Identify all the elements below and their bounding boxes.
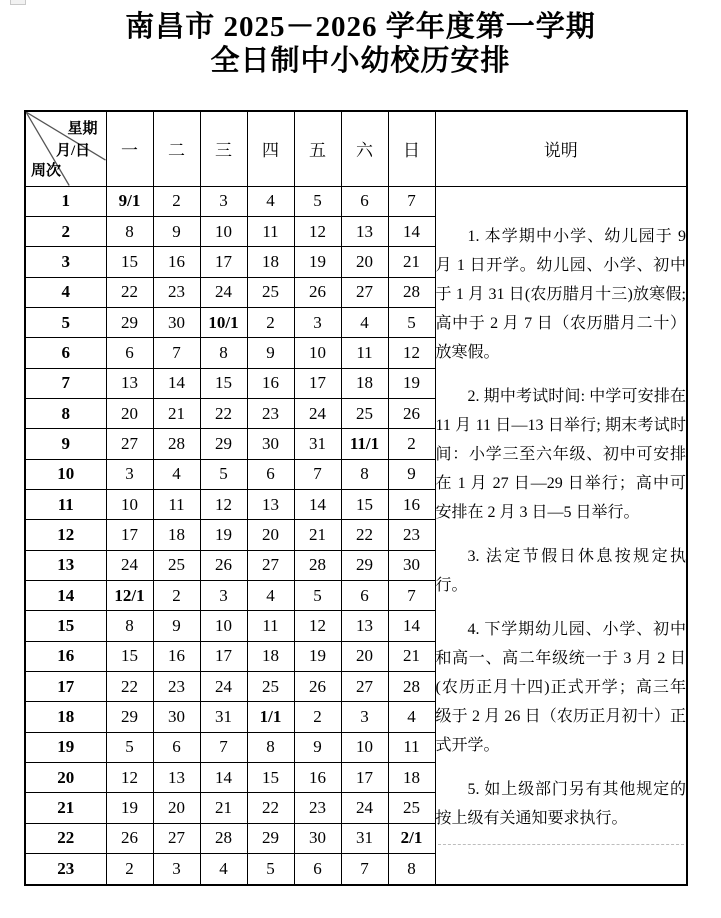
date-cell: 31 [341, 823, 388, 853]
date-cell: 8 [341, 459, 388, 489]
date-cell: 2 [153, 186, 200, 216]
date-cell: 5 [200, 459, 247, 489]
date-cell: 3 [294, 307, 341, 337]
date-cell: 16 [294, 763, 341, 793]
date-cell: 15 [247, 763, 294, 793]
date-cell: 8 [106, 216, 153, 246]
date-cell: 19 [294, 247, 341, 277]
date-cell: 10 [200, 216, 247, 246]
day-header-2: 二 [153, 111, 200, 186]
date-cell: 24 [341, 793, 388, 823]
date-cell: 15 [106, 247, 153, 277]
date-cell: 23 [294, 793, 341, 823]
date-cell: 12 [294, 216, 341, 246]
date-cell: 13 [341, 216, 388, 246]
date-cell: 21 [200, 793, 247, 823]
date-cell: 26 [388, 398, 435, 428]
date-cell: 4 [200, 854, 247, 885]
date-cell: 7 [388, 186, 435, 216]
date-cell: 18 [388, 763, 435, 793]
date-cell: 24 [200, 277, 247, 307]
date-cell: 28 [200, 823, 247, 853]
date-cell: 21 [294, 520, 341, 550]
date-cell: 25 [247, 672, 294, 702]
date-cell: 8 [200, 338, 247, 368]
date-cell: 21 [388, 247, 435, 277]
date-cell: 22 [247, 793, 294, 823]
date-cell: 22 [106, 277, 153, 307]
date-cell: 7 [200, 732, 247, 762]
date-cell: 4 [388, 702, 435, 732]
date-cell: 27 [153, 823, 200, 853]
note-paragraph-4: 4. 下学期幼儿园、小学、初中和高一、高二年级统一于 3 月 2 日(农历正月十四)正式开学；高三年级于 2 月 26 日（农历正月初十）正式开学。 [435, 621, 686, 755]
week-number: 8 [25, 398, 106, 428]
date-cell: 20 [247, 520, 294, 550]
date-cell: 2 [106, 854, 153, 885]
date-cell: 11 [247, 611, 294, 641]
date-cell: 13 [247, 489, 294, 519]
date-cell: 17 [106, 520, 153, 550]
date-cell: 15 [341, 489, 388, 519]
date-cell: 30 [153, 702, 200, 732]
date-cell: 2 [153, 580, 200, 610]
date-cell: 15 [106, 641, 153, 671]
date-cell: 29 [247, 823, 294, 853]
date-cell: 10 [294, 338, 341, 368]
date-cell: 30 [388, 550, 435, 580]
date-cell: 26 [294, 277, 341, 307]
date-cell: 8 [106, 611, 153, 641]
date-cell: 4 [153, 459, 200, 489]
date-cell: 19 [106, 793, 153, 823]
date-cell: 19 [388, 368, 435, 398]
date-cell: 25 [388, 793, 435, 823]
day-header-4: 四 [247, 111, 294, 186]
notes-cell [435, 186, 687, 885]
week-number: 4 [25, 277, 106, 307]
date-cell: 13 [153, 763, 200, 793]
date-cell: 20 [153, 793, 200, 823]
school-calendar-table [24, 110, 688, 886]
date-cell: 21 [153, 398, 200, 428]
week-number: 12 [25, 520, 106, 550]
week-number: 10 [25, 459, 106, 489]
date-cell: 7 [294, 459, 341, 489]
date-cell: 22 [106, 672, 153, 702]
date-cell: 26 [294, 672, 341, 702]
week-row-1 [25, 186, 687, 216]
date-cell: 16 [153, 247, 200, 277]
date-cell: 8 [247, 732, 294, 762]
date-cell: 11 [153, 489, 200, 519]
date-cell: 11 [247, 216, 294, 246]
date-cell: 3 [153, 854, 200, 885]
corner-header-cell [25, 111, 106, 186]
week-number: 14 [25, 580, 106, 610]
date-cell: 25 [247, 277, 294, 307]
document-title [0, 0, 721, 78]
day-header-6: 六 [341, 111, 388, 186]
note-paragraph-3: 3. 法定节假日休息按规定执行。 [435, 548, 686, 595]
date-cell: 9 [153, 216, 200, 246]
date-cell: 14 [153, 368, 200, 398]
date-cell: 26 [106, 823, 153, 853]
date-cell: 8 [388, 854, 435, 885]
date-cell: 2 [294, 702, 341, 732]
week-number: 21 [25, 793, 106, 823]
date-cell: 25 [341, 398, 388, 428]
date-cell: 23 [153, 672, 200, 702]
title-line-1: 南昌市 2025－2026 学年度第一学期 [125, 11, 596, 43]
page-break-dashed-line [438, 844, 685, 845]
month-start-date-cell: 10/1 [200, 307, 247, 337]
date-cell: 17 [341, 763, 388, 793]
date-cell: 27 [106, 429, 153, 459]
date-cell: 18 [153, 520, 200, 550]
date-cell: 5 [247, 854, 294, 885]
date-cell: 6 [341, 580, 388, 610]
corner-label-month-day: 月/日 [56, 143, 91, 159]
week-number: 3 [25, 247, 106, 277]
date-cell: 28 [388, 277, 435, 307]
date-cell: 3 [200, 580, 247, 610]
week-number: 16 [25, 641, 106, 671]
corner-label-weekday: 星期 [67, 121, 98, 137]
date-cell: 29 [341, 550, 388, 580]
date-cell: 6 [294, 854, 341, 885]
week-number: 11 [25, 489, 106, 519]
week-number: 15 [25, 611, 106, 641]
date-cell: 30 [153, 307, 200, 337]
date-cell: 6 [247, 459, 294, 489]
scan-artifact-mark [10, 0, 26, 5]
date-cell: 9 [294, 732, 341, 762]
date-cell: 27 [341, 672, 388, 702]
date-cell: 3 [341, 702, 388, 732]
week-number: 17 [25, 672, 106, 702]
date-cell: 4 [341, 307, 388, 337]
date-cell: 18 [247, 641, 294, 671]
date-cell: 17 [200, 247, 247, 277]
title-line-2: 全日制中小幼校历安排 [210, 45, 511, 78]
date-cell: 12 [294, 611, 341, 641]
date-cell: 27 [247, 550, 294, 580]
date-cell: 11 [341, 338, 388, 368]
note-paragraph-2: 2. 期中考试时间: 中学可安排在 11 月 11 日—13 日举行; 期末考试时间：小学三至六年级、初中可安排在 1 月 27 日—29 日举行；高中可安排在 2 月 3 日—5 日举行。 [435, 388, 686, 522]
corner-label-week: 周次 [31, 163, 62, 179]
week-number: 22 [25, 823, 106, 853]
month-start-date-cell: 2/1 [388, 823, 435, 853]
date-cell: 10 [106, 489, 153, 519]
date-cell: 12 [388, 338, 435, 368]
date-cell: 19 [294, 641, 341, 671]
date-cell: 7 [388, 580, 435, 610]
month-start-date-cell: 11/1 [341, 429, 388, 459]
date-cell: 6 [153, 732, 200, 762]
date-cell: 9 [153, 611, 200, 641]
date-cell: 14 [388, 216, 435, 246]
date-cell: 13 [106, 368, 153, 398]
day-header-3: 三 [200, 111, 247, 186]
week-number: 13 [25, 550, 106, 580]
week-number: 1 [25, 186, 106, 216]
date-cell: 4 [247, 580, 294, 610]
date-cell: 30 [294, 823, 341, 853]
week-number: 18 [25, 702, 106, 732]
date-cell: 17 [294, 368, 341, 398]
date-cell: 28 [294, 550, 341, 580]
date-cell: 26 [200, 550, 247, 580]
date-cell: 24 [294, 398, 341, 428]
date-cell: 15 [200, 368, 247, 398]
table-header-row [25, 111, 687, 186]
date-cell: 2 [247, 307, 294, 337]
date-cell: 13 [341, 611, 388, 641]
month-start-date-cell: 1/1 [247, 702, 294, 732]
date-cell: 4 [247, 186, 294, 216]
date-cell: 6 [341, 186, 388, 216]
date-cell: 5 [294, 580, 341, 610]
date-cell: 5 [294, 186, 341, 216]
date-cell: 21 [388, 641, 435, 671]
date-cell: 10 [341, 732, 388, 762]
date-cell: 25 [153, 550, 200, 580]
note-paragraph-5: 5. 如上级部门另有其他规定的按上级有关通知要求执行。 [435, 781, 686, 828]
date-cell: 18 [247, 247, 294, 277]
date-cell: 28 [388, 672, 435, 702]
day-header-7: 日 [388, 111, 435, 186]
date-cell: 29 [106, 702, 153, 732]
month-start-date-cell: 9/1 [106, 186, 153, 216]
date-cell: 22 [341, 520, 388, 550]
date-cell: 17 [200, 641, 247, 671]
date-cell: 27 [341, 277, 388, 307]
date-cell: 16 [388, 489, 435, 519]
date-cell: 9 [247, 338, 294, 368]
day-header-5: 五 [294, 111, 341, 186]
date-cell: 23 [247, 398, 294, 428]
date-cell: 29 [200, 429, 247, 459]
date-cell: 12 [106, 763, 153, 793]
date-cell: 28 [153, 429, 200, 459]
week-number: 7 [25, 368, 106, 398]
date-cell: 22 [200, 398, 247, 428]
date-cell: 11 [388, 732, 435, 762]
note-paragraph-1: 1. 本学期中小学、幼儿园于 9 月 1 日开学。幼儿园、小学、初中于 1 月 31 日(农历腊月十三)放寒假; 高中于 2 月 7 日（农历腊月二十）放寒假。 [435, 228, 686, 362]
date-cell: 18 [341, 368, 388, 398]
week-number: 19 [25, 732, 106, 762]
date-cell: 30 [247, 429, 294, 459]
date-cell: 24 [106, 550, 153, 580]
week-number: 2 [25, 216, 106, 246]
date-cell: 24 [200, 672, 247, 702]
date-cell: 9 [388, 459, 435, 489]
week-number: 23 [25, 854, 106, 885]
date-cell: 19 [200, 520, 247, 550]
date-cell: 2 [388, 429, 435, 459]
date-cell: 20 [106, 398, 153, 428]
date-cell: 3 [106, 459, 153, 489]
date-cell: 29 [106, 307, 153, 337]
date-cell: 23 [153, 277, 200, 307]
notes-column-header: 说明 [435, 111, 687, 186]
week-number: 6 [25, 338, 106, 368]
date-cell: 16 [247, 368, 294, 398]
date-cell: 20 [341, 641, 388, 671]
date-cell: 3 [200, 186, 247, 216]
date-cell: 20 [341, 247, 388, 277]
date-cell: 5 [106, 732, 153, 762]
date-cell: 16 [153, 641, 200, 671]
week-number: 20 [25, 763, 106, 793]
date-cell: 5 [388, 307, 435, 337]
day-header-1: 一 [106, 111, 153, 186]
week-number: 9 [25, 429, 106, 459]
date-cell: 12 [200, 489, 247, 519]
date-cell: 14 [200, 763, 247, 793]
month-start-date-cell: 12/1 [106, 580, 153, 610]
date-cell: 10 [200, 611, 247, 641]
date-cell: 7 [153, 338, 200, 368]
date-cell: 14 [294, 489, 341, 519]
date-cell: 14 [388, 611, 435, 641]
date-cell: 7 [341, 854, 388, 885]
date-cell: 31 [294, 429, 341, 459]
date-cell: 23 [388, 520, 435, 550]
date-cell: 31 [200, 702, 247, 732]
week-number: 5 [25, 307, 106, 337]
date-cell: 6 [106, 338, 153, 368]
